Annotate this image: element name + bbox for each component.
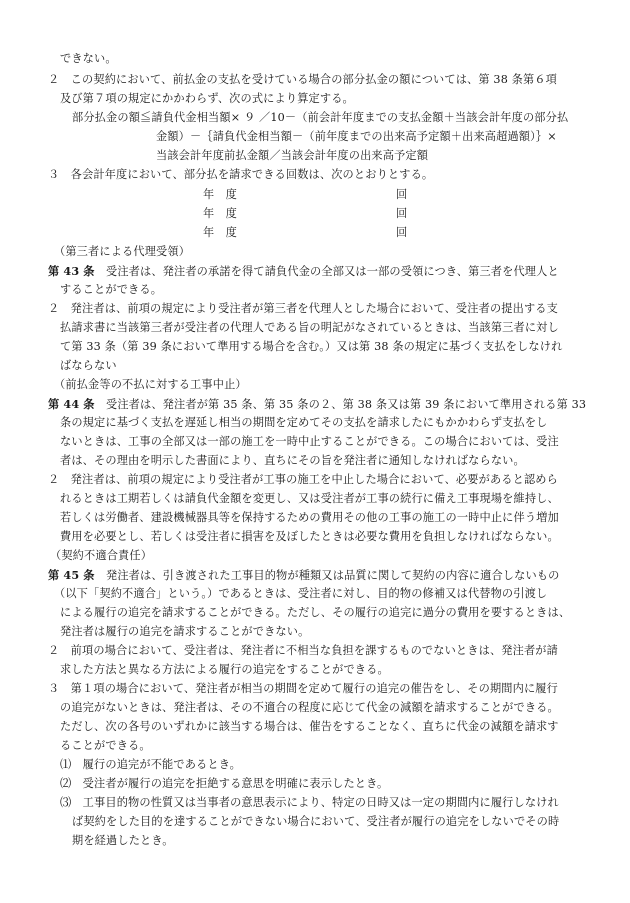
article-label: 第 44 条 (48, 397, 95, 411)
text-line: の追完がないときは、発注者は、その不適合の程度に応じて代金の減額を請求することができる。 (60, 701, 559, 714)
text-line: 受注者は、発注者の承諾を得て請負代金の全部又は一部の受領につき、第三者を代理人と (105, 265, 559, 278)
text-line: 条の規定に基づく支払を遅延し相当の期間を定めてその支払を請求したにもかかわらず支払をし (60, 416, 548, 429)
text-line: 金額）－｛請負代金相当額－（前年度までの出来高予定額＋出来高超過額）｝× (156, 130, 557, 143)
text-line: 払請求書に当該第三者が受注者の代理人である旨の明記がなされているときは、当該第三者に対し (60, 321, 559, 334)
text-line: することができる。 (60, 283, 163, 296)
list-item: ⑶ 工事目的物の性質又は当事者の意思表示により、特定の日時又は一定の期間内に履行しなけれ (60, 796, 559, 809)
table-row-value: 回 (396, 188, 408, 201)
article-44 (48, 397, 586, 412)
text-line: による履行の追完を請求することができる。ただし、その履行の追完に過分の費用を要するときは、 (60, 606, 571, 619)
text-line: 当該会計年度前払金額／当該会計年度の出来高予定額 (156, 149, 429, 162)
text-line: 発注者は履行の追完を請求することができない。 (60, 625, 310, 638)
text-line: ３ 第１項の場合において、発注者が相当の期間を定めて履行の追完の催告をし、その期間内に履行 (48, 682, 558, 695)
text-line: 及び第７項の規定にかかわらず、次の式により算定する。 (60, 92, 354, 105)
table-row-label: 年 度 (203, 207, 238, 220)
text-line: 部分払金の額≦請負代金相当額× ９ ／10－（前会計年度までの支払金額＋当該会計年度の部分払 (72, 111, 569, 124)
article-label: 第 43 条 (48, 264, 95, 278)
text-line: 期を経過したとき。 (72, 834, 174, 847)
text-line: ３ 各会計年度において、部分払を請求できる回数は、次のとおりとする。 (48, 168, 434, 181)
text-line: （以下「契約不適合」という。）であるときは、受注者に対し、目的物の修補又は代替物の引渡し (54, 587, 548, 600)
text-line: 受注者は、発注者が第 35 条、第 35 条の２、第 38 条又は第 39 条において準用される第 33 (105, 398, 587, 411)
text-line: れるときは工期若しくは請負代金額を変更し、又は受注者が工事の続行に備え工事現場を維持し、 (60, 492, 559, 505)
section-caption: （第三者による代理受領） (54, 245, 191, 258)
section-caption: （前払金等の不払に対する工事中止） (54, 378, 247, 391)
table-row-value: 回 (396, 207, 408, 220)
table-row-label: 年 度 (203, 188, 238, 201)
table-row-value: 回 (396, 226, 408, 239)
text-line: ないときは、工事の全部又は一部の施工を一時中止することができる。この場合においては、受注 (60, 435, 559, 448)
text-line: ただし、次の各号のいずれかに該当する場合は、催告をすることなく、直ちに代金の減額を請求す (60, 720, 559, 733)
text-line: て第 33 条（第 39 条において準用する場合を含む。）又は第 38 条の規定に基づく支払をしなけれ (60, 340, 563, 353)
list-item: ⑴ 履行の追完が不能であるとき。 (60, 758, 241, 771)
text-line: ２ 発注者は、前項の規定により受注者が第三者を代理人とした場合において、受注者の提出する支 (48, 302, 558, 315)
text-line: ば契約をした目的を達することができない場合において、受注者が履行の追完をしないでその時 (72, 815, 560, 828)
text-line: 者は、その理由を明示した書面により、直ちにその旨を発注者に通知しなければならない。 (60, 454, 525, 467)
article-label: 第 45 条 (48, 568, 95, 582)
text-line: ２ この契約において、前払金の支払を受けている場合の部分払金の額については、第 38 条第６項 (48, 73, 558, 86)
text-line: ることができる。 (60, 739, 151, 752)
text-line: できない。 (60, 52, 117, 65)
text-line: ２ 前項の場合において、受注者は、発注者に不相当な負担を課するものでないときは、発注者が請 (48, 644, 558, 657)
article-43 (48, 264, 559, 279)
text-line: 若しくは労働者、建設機械器具等を保持するための費用その他の工事の施工の一時中止に伴う増加 (60, 511, 559, 524)
text-line: 求した方法と異なる方法による履行の追完をすることができる。 (60, 663, 389, 676)
text-line: ２ 発注者は、前項の規定により受注者が工事の施工を中止した場合において、必要があると認めら (48, 473, 558, 486)
text-line: 発注者は、引き渡された工事目的物が種類又は品質に関して契約の内容に適合しないもの (105, 569, 560, 582)
text-line: ばならない (60, 359, 117, 372)
list-item: ⑵ 受注者が履行の追完を拒絶する意思を明確に表示したとき。 (60, 777, 389, 790)
table-row-label: 年 度 (203, 226, 238, 239)
section-caption: （契約不適合責任） (50, 549, 153, 562)
article-45 (48, 568, 560, 583)
text-line: 費用を必要とし、若しくは受注者に損害を及ぼしたときは必要な費用を負担しなければならない。 (60, 530, 559, 543)
